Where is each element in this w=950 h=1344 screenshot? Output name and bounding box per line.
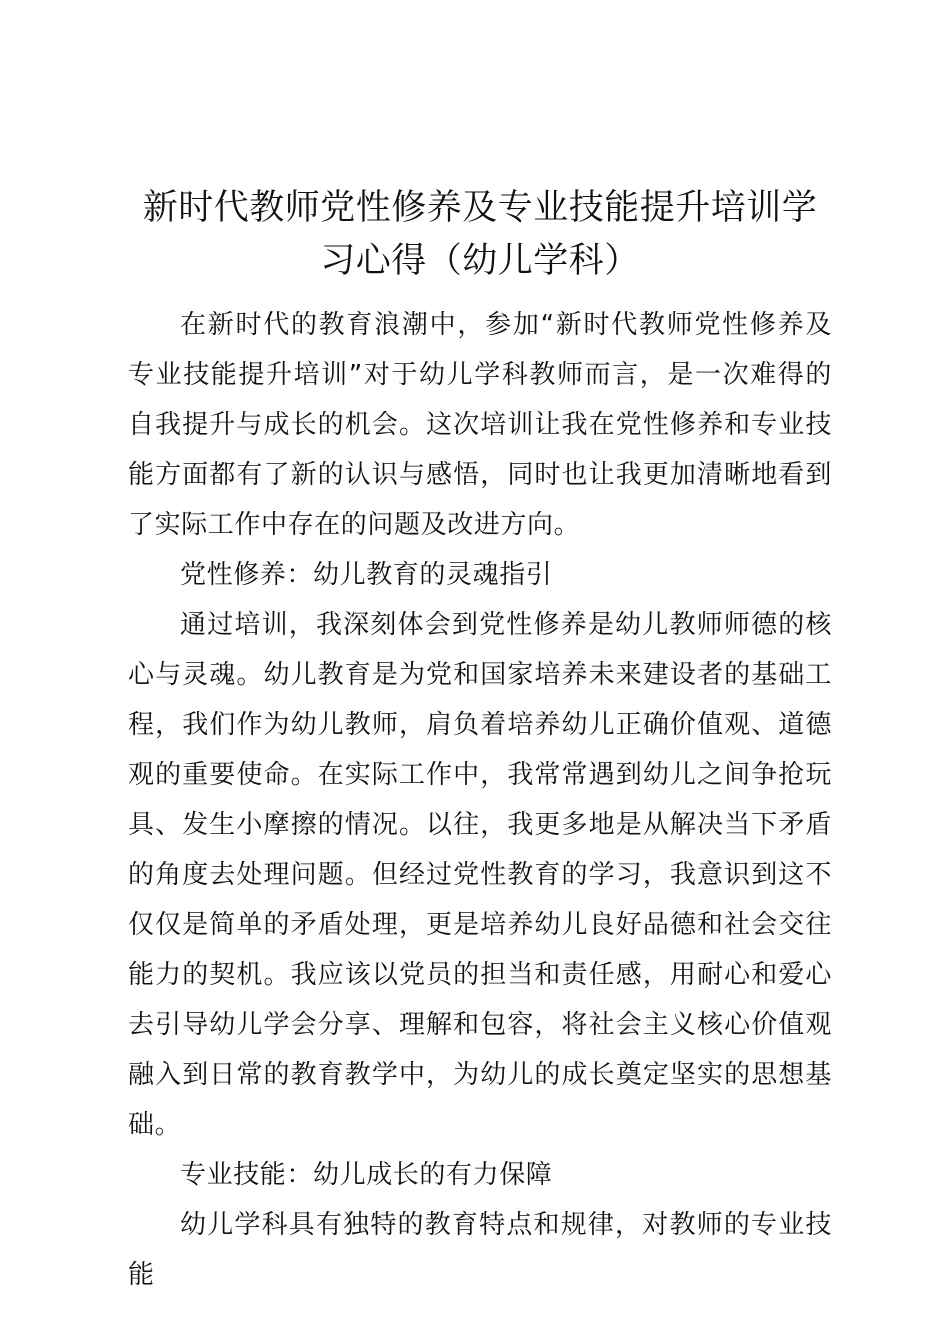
document-title: 新时代教师党性修养及专业技能提升培训学习心得（幼儿学科） bbox=[142, 188, 818, 281]
section-heading-party-spirit: 党性修养：幼儿教育的灵魂指引 bbox=[180, 560, 553, 590]
paragraph-party-spirit: 通过培训，我深刻体会到党性修养是幼儿教师师德的核心与灵魂。幼儿教育是为党和国家培养未来建设者的基础工程，我们作为幼儿教师，肩负着培养幼儿正确价值观、道德观的重要使命。在实际工作中，我常常遇到幼儿之间争抢玩具、发生小摩擦的情况。以往，我更多地是从解决当下矛盾的角度去处理问题。但经过党性教育的学习，我意识到这不仅仅是简单的矛盾处理，更是培养幼儿良好品德和社会交往能力的契机。我应该以党员的担当和责任感，用耐心和爱心去引导幼儿学会分享、理解和包容，将社会主义核心价值观融入到日常的教育教学中，为幼儿的成长奠定坚实的思想基础。 bbox=[128, 610, 832, 1140]
document-body bbox=[128, 300, 832, 1300]
paragraph-intro: 在新时代的教育浪潮中，参加“新时代教师党性修养及专业技能提升培训”对于幼儿学科教师而言，是一次难得的自我提升与成长的机会。这次培训让我在党性修养和专业技能方面都有了新的认识与感悟，同时也让我更加清晰地看到了实际工作中存在的问题及改进方向。 bbox=[128, 310, 832, 540]
paragraph-professional-skills: 幼儿学科具有独特的教育特点和规律，对教师的专业技能 bbox=[128, 1210, 832, 1290]
section-heading-professional-skills: 专业技能：幼儿成长的有力保障 bbox=[180, 1160, 553, 1190]
